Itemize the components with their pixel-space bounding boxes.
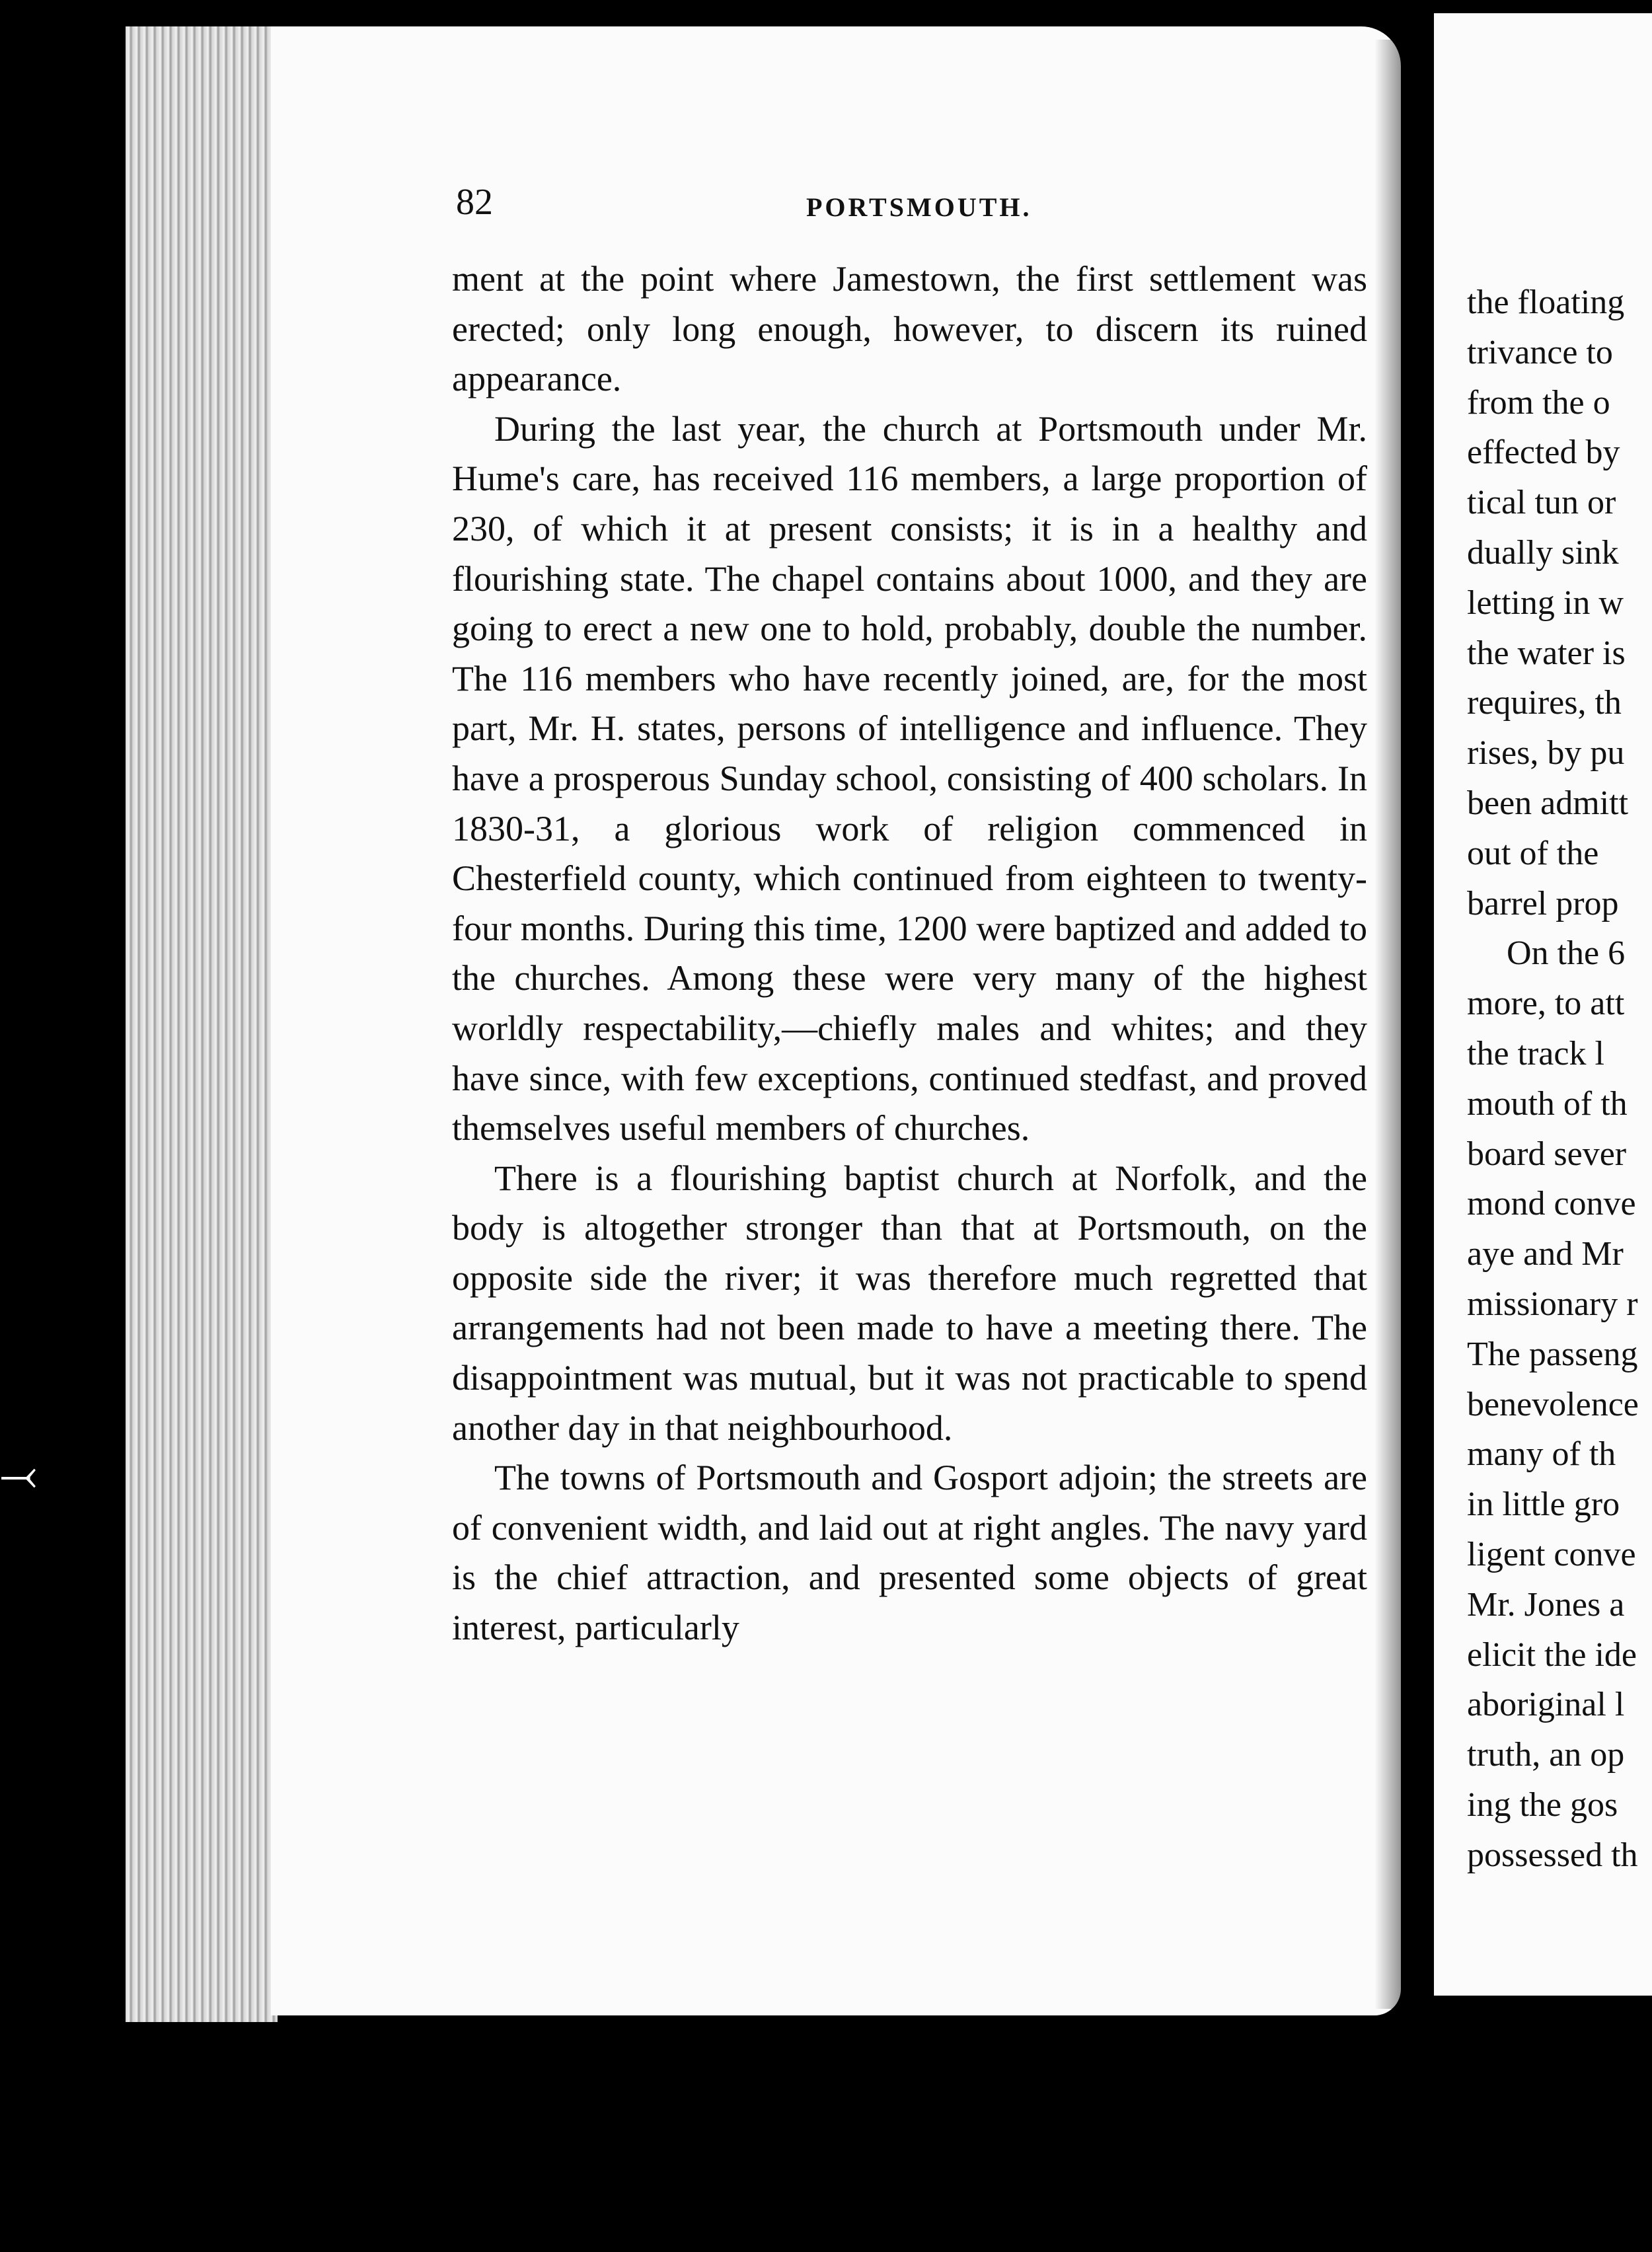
page-number: 82 (456, 182, 493, 223)
running-head: PORTSMOUTH. (806, 192, 1032, 222)
facing-page-line: more, to att (1467, 985, 1625, 1023)
facing-page-line: dually sink (1467, 533, 1619, 572)
facing-page-line: rises, by pu (1467, 734, 1625, 772)
facing-page-line: mond conve (1467, 1185, 1636, 1223)
facing-page-line: been admitt (1467, 784, 1629, 822)
facing-page-line: ing the gos (1467, 1785, 1618, 1824)
facing-page-line: effected by (1467, 433, 1620, 472)
facing-page-line: many of th (1467, 1435, 1616, 1474)
facing-page-line: missionary r (1467, 1285, 1638, 1323)
facing-page-line: the floating (1467, 283, 1625, 321)
facing-page-line: elicit the ide (1467, 1635, 1637, 1674)
facing-page-line: in little gro (1467, 1485, 1620, 1524)
facing-page-line: aboriginal l (1467, 1686, 1625, 1724)
facing-page-line: mouth of th (1467, 1084, 1628, 1123)
facing-page-text (1467, 278, 1652, 1881)
facing-page-line: possessed th (1467, 1836, 1638, 1874)
facing-page-line: aye and Mr (1467, 1235, 1624, 1273)
gutter-shadow (1374, 40, 1434, 2009)
page-header (456, 181, 1368, 227)
facing-page (1434, 13, 1652, 1996)
facing-page-line: out of the (1467, 834, 1599, 872)
facing-page-line: board sever (1467, 1135, 1627, 1173)
paragraph: The towns of Portsmouth and Gosport adjoin; the streets are of convenient width, and laid out at right angles. The navy yard is the chief attraction, and presented some objects of great interest, particularly (452, 1458, 1367, 1648)
facing-page-line: trivance to (1467, 333, 1613, 371)
facing-page-line: tical tun or (1467, 484, 1616, 522)
paragraph: ment at the point where Jamestown, the first settlement was erected; only long enough, however, to discern its ruined appearance. (452, 259, 1367, 399)
facing-page-line: letting in w (1467, 583, 1624, 622)
facing-page-line: ligent conve (1467, 1535, 1636, 1573)
facing-page-line: The passeng (1467, 1335, 1638, 1373)
facing-page-line: requires, th (1467, 684, 1622, 722)
facing-page-line: benevolence (1467, 1385, 1639, 1423)
facing-page-line: On the 6 (1507, 934, 1626, 973)
facing-page-line: the water is (1467, 634, 1626, 672)
paragraph: There is a flourishing baptist church at Norfolk, and the body is altogether stronger than that at Portsmouth, on the opposite side the river; it was therefore much regretted that arrangements had not been made to have a meeting there. The disappointment was mutual, but it was not practicable to spend another day in that neighbourhood. (452, 1158, 1367, 1448)
facing-page-line: the track l (1467, 1034, 1604, 1072)
facing-page-line: barrel prop (1467, 884, 1619, 922)
page-edges (126, 26, 278, 2022)
body-text (452, 254, 1367, 1653)
margin-mark: ⤙ (0, 1447, 37, 1501)
facing-page-line: truth, an op (1467, 1736, 1625, 1774)
paragraph: During the last year, the church at Portsmouth under Mr. Hume's care, has received 116 members, a large proportion of 230, of which it at present consists; it is in a healthy and flourishing state. The chapel contains about 1000, and they are going to erect a new one to hold, probably, double the number. The 116 members who have recently joined, are, for the most part, Mr. H. states, persons of intelligence and influence. They have a prosperous Sunday school, consisting of 400 scholars. In 1830-31, a glorious work of religion commenced in Chesterfield county, which continued from eighteen to twenty-four months. During this time, 1200 were baptized and added to the churches. Among these were very many of the highest worldly respectability,—chiefly males and whites; and they have since, with few exceptions, continued stedfast, and proved themselves useful members of churches. (452, 408, 1367, 1148)
facing-page-line: from the o (1467, 383, 1610, 422)
facing-page-line: Mr. Jones a (1467, 1585, 1625, 1624)
